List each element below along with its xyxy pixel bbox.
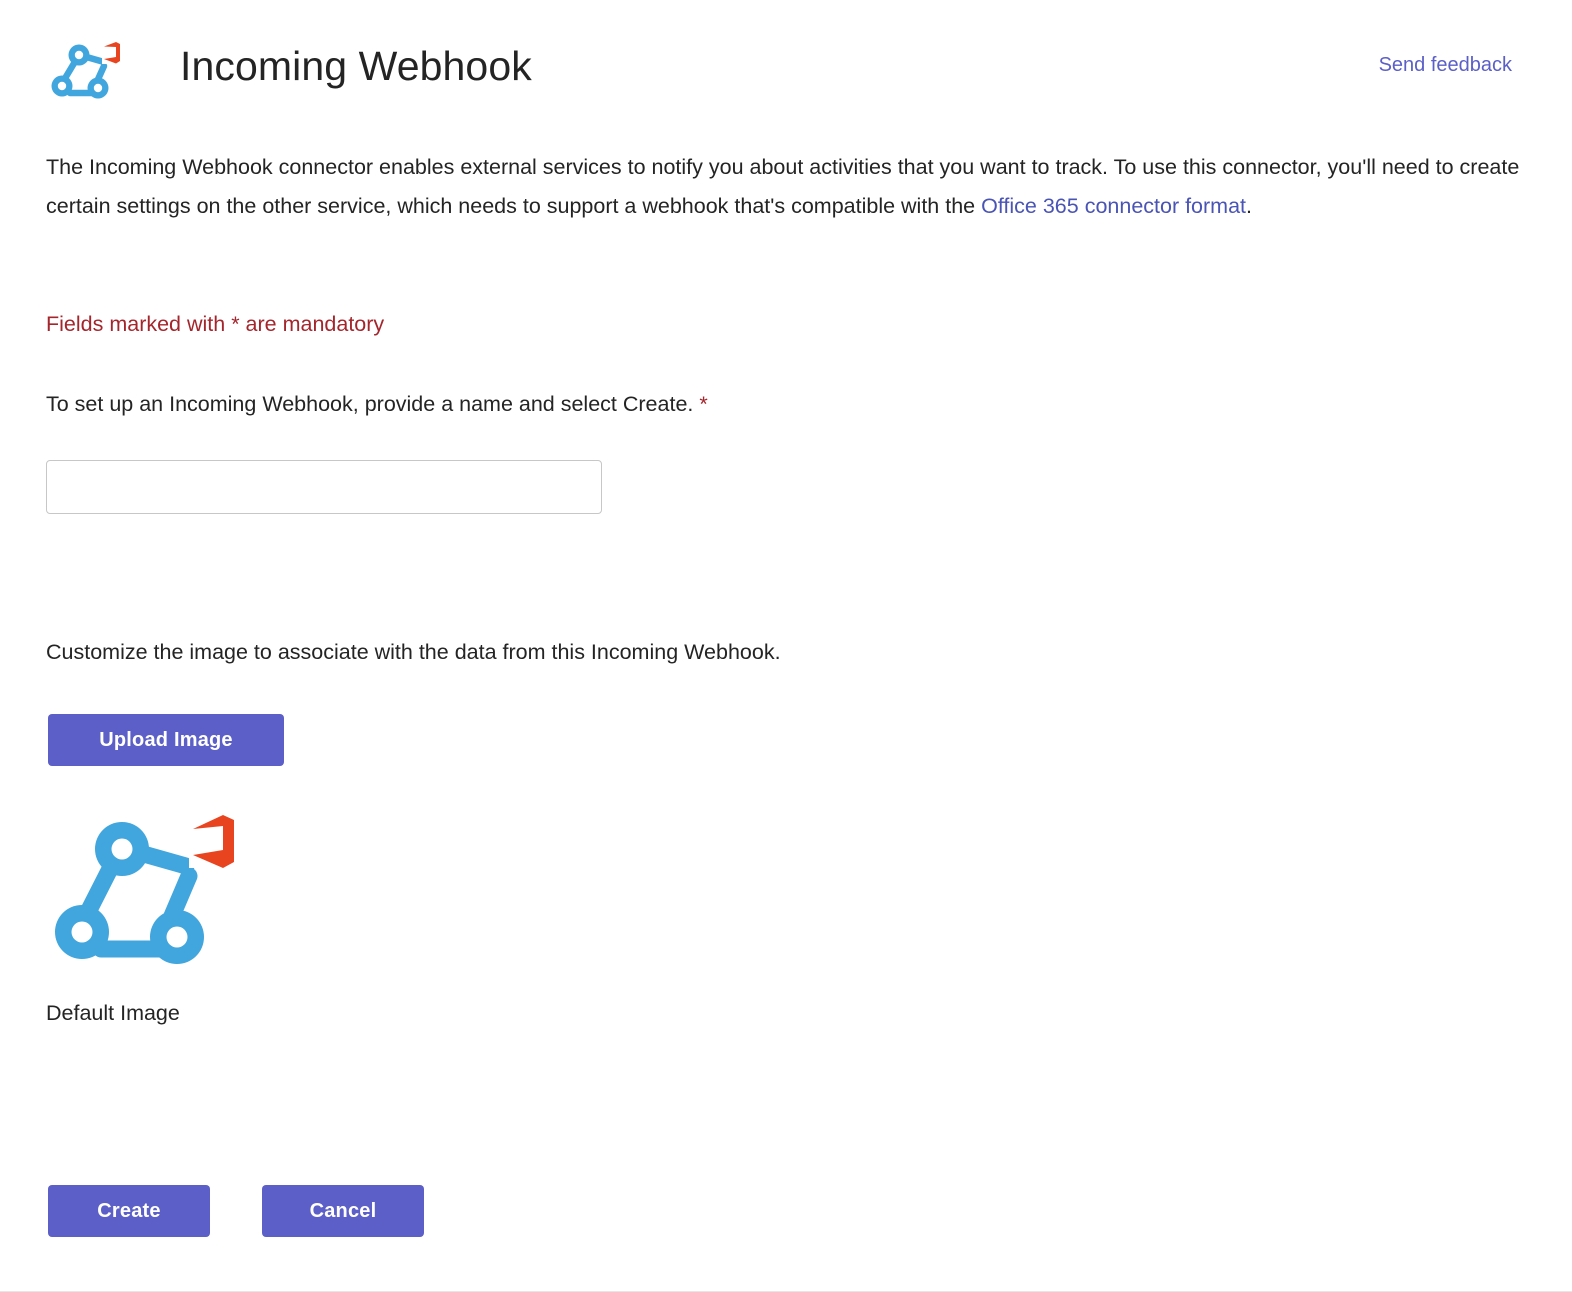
- setup-instruction: [46, 388, 708, 420]
- mandatory-fields-note: Fields marked with * are mandatory: [46, 312, 385, 336]
- default-image-label: Default Image: [46, 1001, 180, 1025]
- create-button[interactable]: Create: [48, 1185, 210, 1237]
- intro-text-part-1: The Incoming Webhook connector enables external services to notify you about activities that you want to track. To use this connector, you'll need to create certain settings on the other service, which needs to support a webhook that's compatible with the: [46, 155, 1520, 218]
- required-asterisk: *: [699, 392, 708, 416]
- webhook-office365-logo-icon: [46, 806, 242, 988]
- dialog-header: [46, 30, 1526, 102]
- office-365-connector-format-link[interactable]: Office 365 connector format: [981, 194, 1247, 218]
- upload-image-button[interactable]: Upload Image: [48, 714, 284, 766]
- setup-instruction-label: To set up an Incoming Webhook, provide a name and select Create.: [46, 392, 694, 416]
- send-feedback-link[interactable]: Send feedback: [1378, 54, 1512, 76]
- customize-image-description: Customize the image to associate with the data from this Incoming Webhook.: [46, 640, 781, 664]
- cancel-button[interactable]: Cancel: [262, 1185, 424, 1237]
- page-title: Incoming Webhook: [180, 43, 532, 89]
- intro-text-part-2: .: [1246, 194, 1253, 218]
- webhook-name-input[interactable]: [46, 460, 602, 514]
- intro-paragraph: [46, 148, 1524, 226]
- webhook-office365-logo-icon: [46, 36, 132, 106]
- default-image-option[interactable]: [46, 806, 246, 1028]
